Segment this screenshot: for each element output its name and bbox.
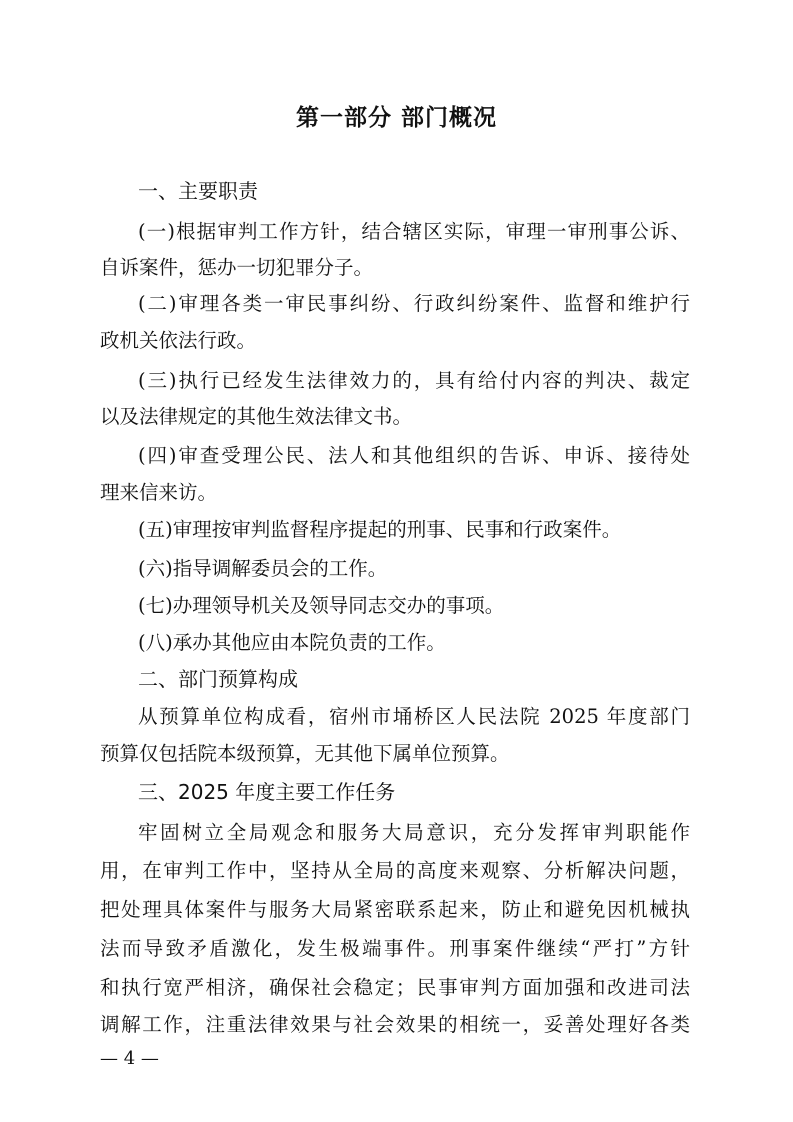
paragraph-line: 以及法律规定的其他生效法律文书。 <box>100 405 413 428</box>
page-number: — 4 — <box>100 1048 159 1069</box>
paragraph-line: 预算仅包括院本级预算，无其他下属单位预算。 <box>100 742 510 765</box>
section-heading-main-duties: 一、主要职责 <box>138 179 258 203</box>
page-title: 第一部分 部门概况 <box>295 105 497 131</box>
paragraph-line: (二)审理各类一审民事纠纷、行政纠纷案件、监督和维护行 <box>138 292 690 315</box>
paragraph-line: 调解工作，注重法律效果与社会效果的相统一，妥善处理好各类 <box>100 1013 690 1036</box>
paragraph-line: 从预算单位构成看，宿州市埇桥区人民法院 2025 年度部门 <box>138 705 690 728</box>
paragraph-line: 用，在审判工作中，坚持从全局的高度来观察、分析解决问题， <box>100 859 690 882</box>
paragraph-line: (八)承办其他应由本院负责的工作。 <box>138 631 446 654</box>
paragraph-line: (三)执行已经发生法律效力的，具有给付内容的判决、裁定 <box>138 369 690 392</box>
paragraph-line: 自诉案件，惩办一切犯罪分子。 <box>100 256 374 279</box>
paragraph-line: 法而导致矛盾激化，发生极端事件。刑事案件继续“严打”方针 <box>100 937 690 960</box>
paragraph-line: 和执行宽严相济，确保社会稳定；民事审判方面加强和改进司法 <box>100 976 690 999</box>
paragraph-line: (五)审理按审判监督程序提起的刑事、民事和行政案件。 <box>138 518 622 541</box>
paragraph-line: 政机关依法行政。 <box>100 329 257 352</box>
paragraph-line: (一)根据审判工作方针，结合辖区实际，审理一审刑事公诉、 <box>138 220 690 243</box>
paragraph-line: 理来信来访。 <box>100 481 218 504</box>
section-heading-budget-composition: 二、部门预算构成 <box>138 667 298 691</box>
section-heading-main-tasks: 三、2025 年度主要工作任务 <box>138 780 396 804</box>
paragraph-line: 把处理具体案件与服务大局紧密联系起来，防止和避免因机械执 <box>100 898 690 921</box>
paragraph-line: 牢固树立全局观念和服务大局意识，充分发挥审判职能作 <box>138 821 690 844</box>
paragraph-line: (四)审查受理公民、法人和其他组织的告诉、申诉、接待处 <box>138 444 690 467</box>
paragraph-line: (六)指导调解委员会的工作。 <box>138 557 388 580</box>
paragraph-line: (七)办理领导机关及领导同志交办的事项。 <box>138 594 505 617</box>
